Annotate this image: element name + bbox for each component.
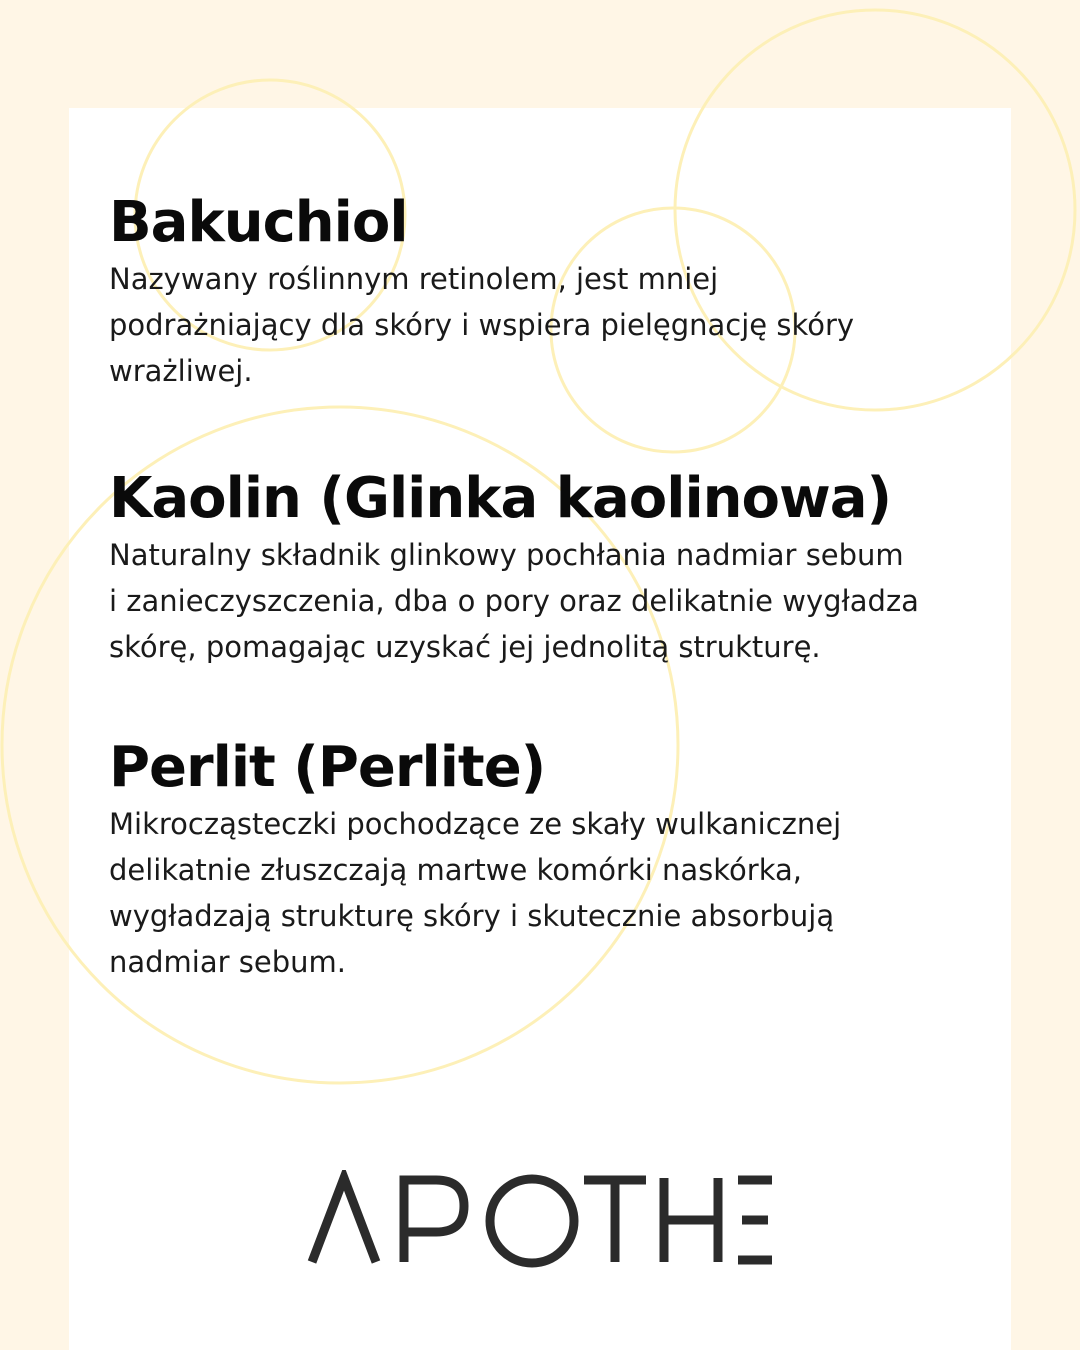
ingredient-title: Kaolin (Glinka kaolinowa) [109,466,892,531]
ingredient-kaolin [109,466,989,670]
ingredient-bakuchiol [109,190,989,394]
ingredient-description: Mikrocząsteczki pochodzące ze skały wulkanicznej delikatnie złuszczają martwe komórki naskórka, wygładzają strukturę skóry i skutecznie absorbują nadmiar sebum. [109,807,842,979]
apothe-logo [300,1170,780,1270]
apothe-wordmark-logo [300,1170,780,1270]
ingredient-description: Naturalny składnik glinkowy pochłania nadmiar sebum i zanieczyszczenia, dba o pory oraz delikatnie wygładza skórę, pomagając uzyskać jej jednolitą strukturę. [109,538,919,664]
ingredient-description: Nazywany roślinnym retinolem, jest mniej podrażniający dla skóry i wspiera pielęgnację skóry wrażliwej. [109,262,855,388]
ingredient-title: Bakuchiol [109,190,408,255]
ingredient-title: Perlit (Perlite) [109,735,546,800]
ingredient-perlit [109,735,989,985]
